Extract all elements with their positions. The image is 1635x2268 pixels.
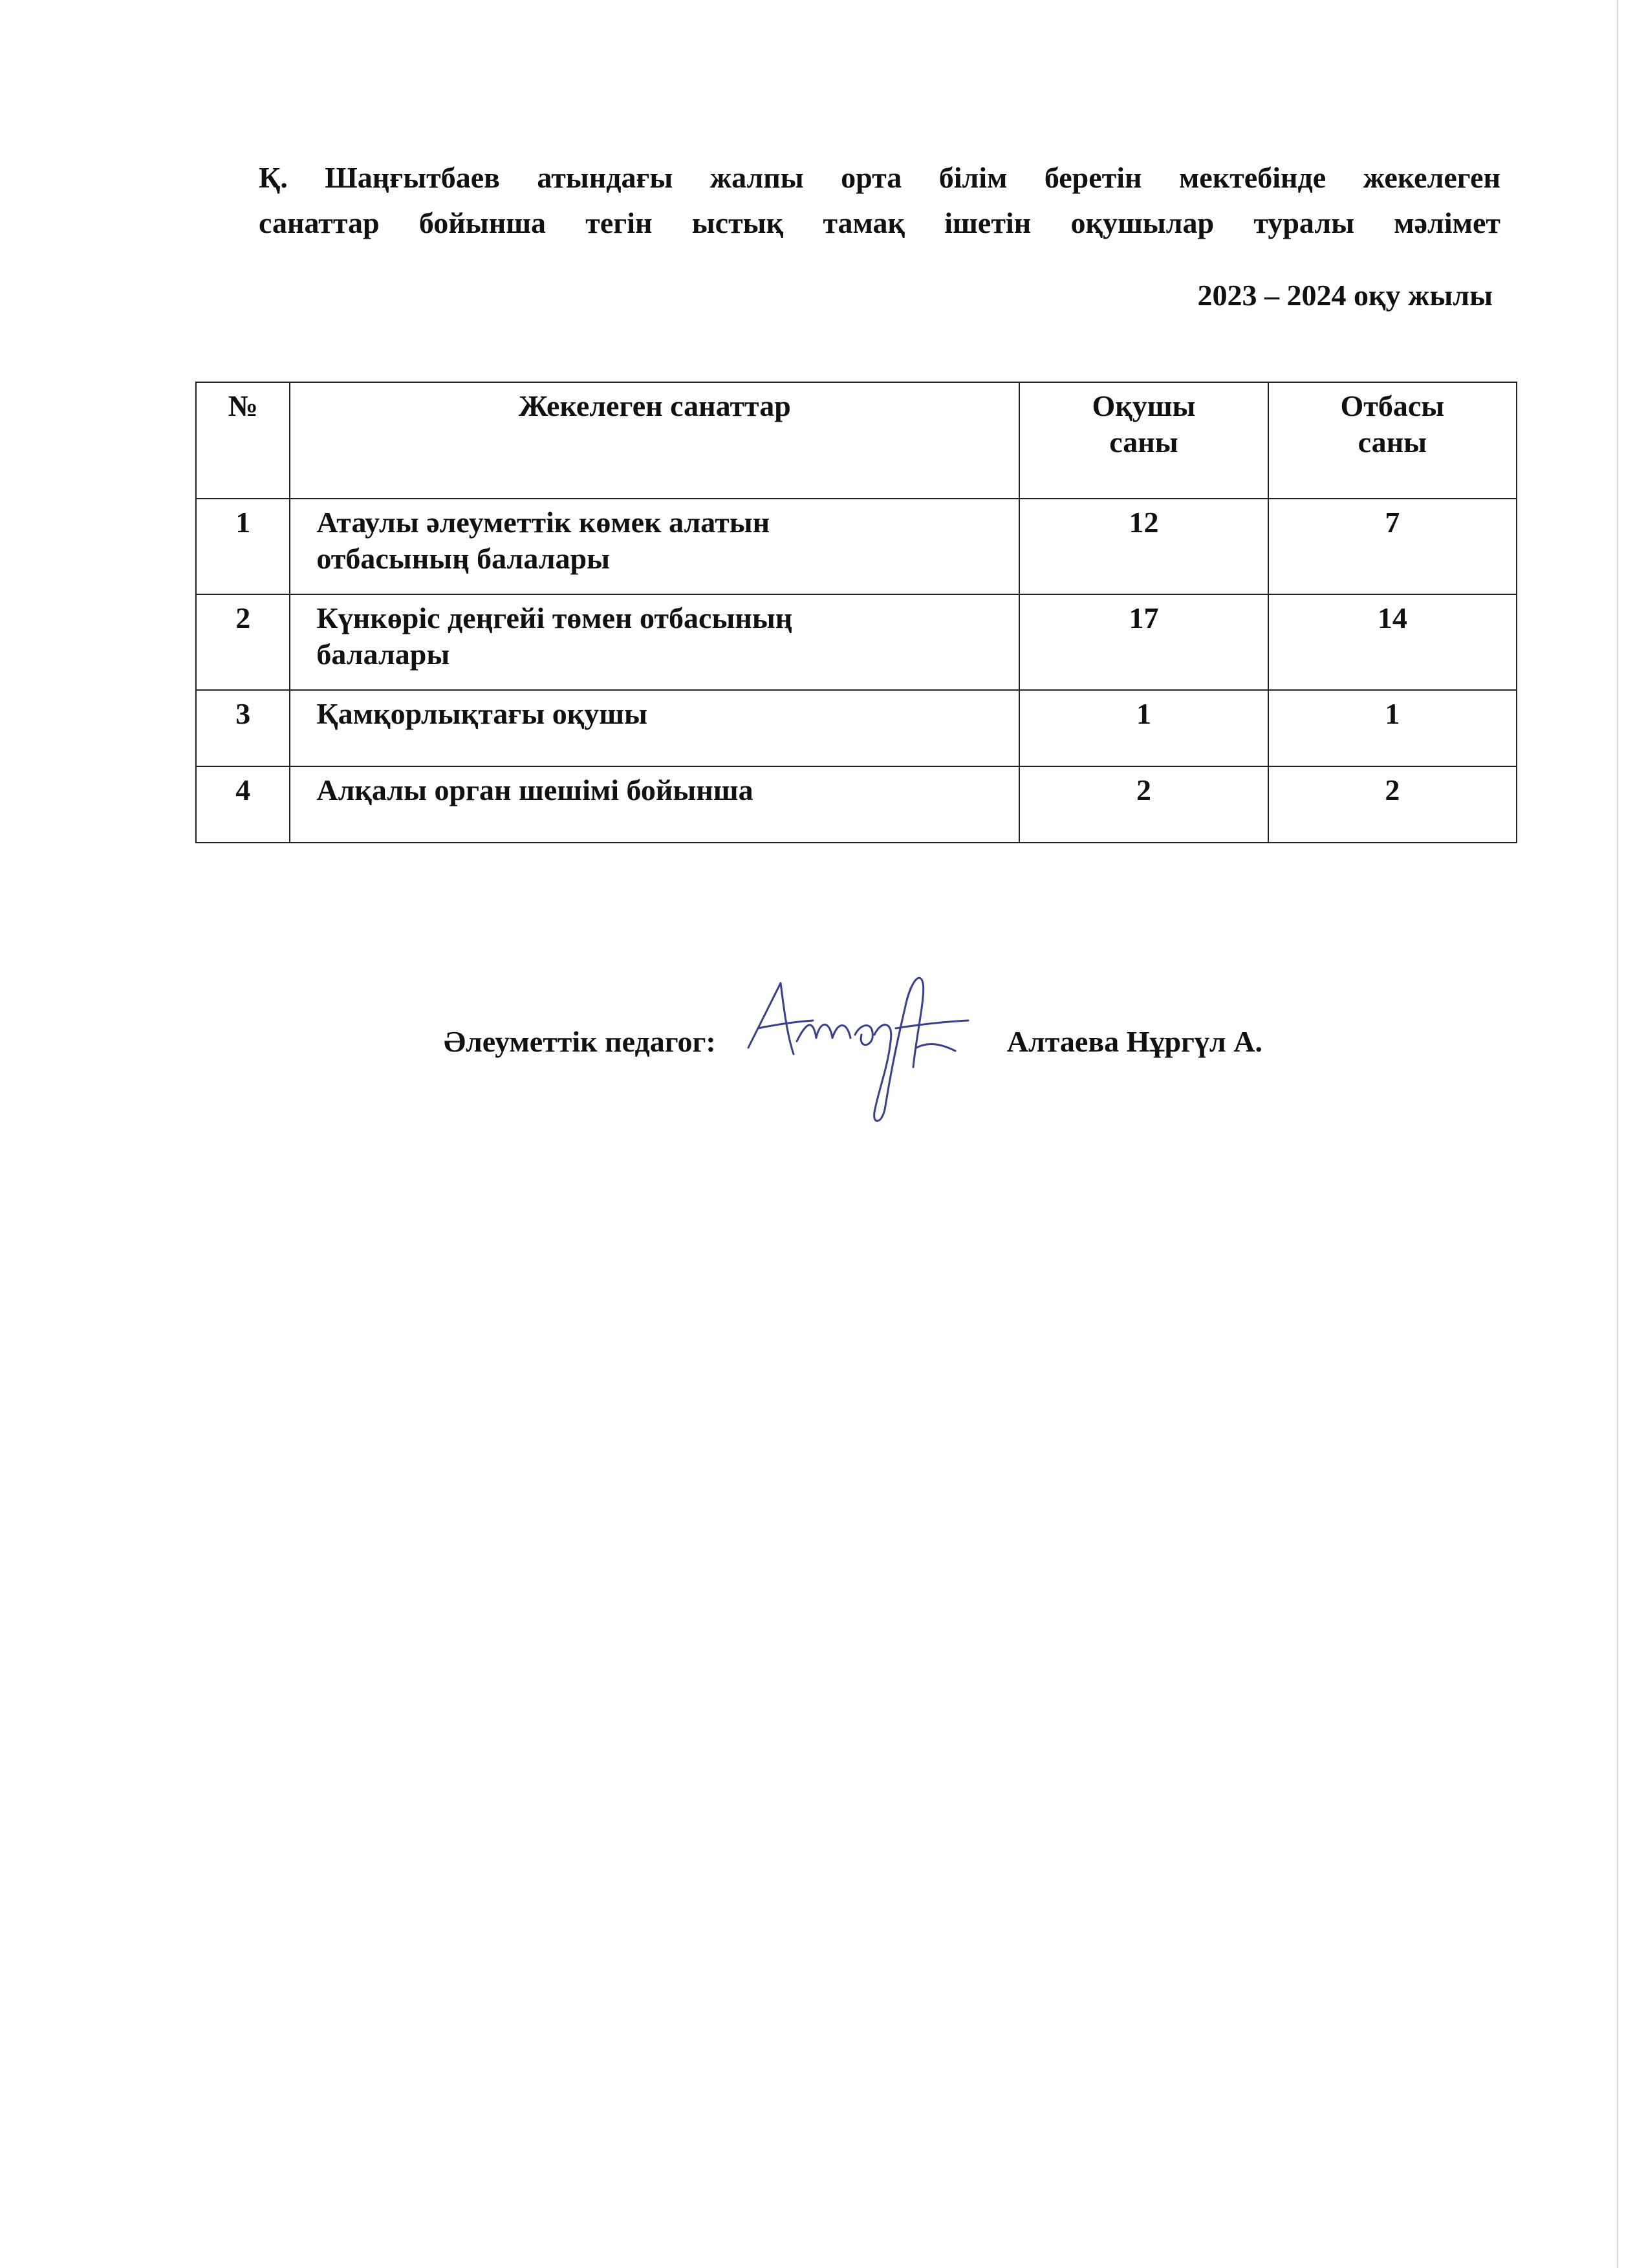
categories-table (195, 382, 1517, 843)
table-row (196, 766, 1517, 843)
header-number: № (196, 382, 290, 499)
row-number: 2 (196, 594, 290, 690)
table-header-row (196, 382, 1517, 499)
table-row (196, 690, 1517, 766)
table-row (196, 594, 1517, 690)
header-category: Жекелеген санаттар (290, 382, 1019, 499)
row-students: 12 (1019, 499, 1268, 594)
header-families: Отбасы саны (1268, 382, 1517, 499)
document-title (259, 155, 1500, 246)
table-row (196, 499, 1517, 594)
title-line-1: Қ. Шаңғытбаев атындағы жалпы орта білім беретін мектебінде жекелеген (259, 161, 1500, 194)
row-students: 17 (1019, 594, 1268, 690)
title-line-2: санаттар бойынша тегін ыстық тамақ ішетін оқушылар туралы мәлімет (259, 206, 1500, 239)
row-families: 14 (1268, 594, 1517, 690)
signer-name: Алтаева Нұргүл А. (1006, 1024, 1262, 1058)
row-category: Күнкөріс деңгейі төмен отбасының балалары (290, 594, 1019, 690)
handwritten-signature (735, 944, 994, 1151)
row-category: Қамқорлықтағы оқушы (290, 690, 1019, 766)
signature-block (444, 1015, 1262, 1067)
row-category: Атаулы әлеуметтік көмек алатын отбасының балалары (290, 499, 1019, 594)
header-students: Оқушы саны (1019, 382, 1268, 499)
row-students: 2 (1019, 766, 1268, 843)
row-number: 1 (196, 499, 290, 594)
row-students: 1 (1019, 690, 1268, 766)
row-families: 7 (1268, 499, 1517, 594)
row-number: 3 (196, 690, 290, 766)
page-edge-line (1617, 0, 1618, 2268)
row-number: 4 (196, 766, 290, 843)
signer-role: Әлеуметтік педагог: (444, 1024, 716, 1058)
row-families: 1 (1268, 690, 1517, 766)
row-category: Алқалы орган шешімі бойынша (290, 766, 1019, 843)
row-families: 2 (1268, 766, 1517, 843)
academic-year: 2023 – 2024 оқу жылы (1197, 279, 1493, 312)
